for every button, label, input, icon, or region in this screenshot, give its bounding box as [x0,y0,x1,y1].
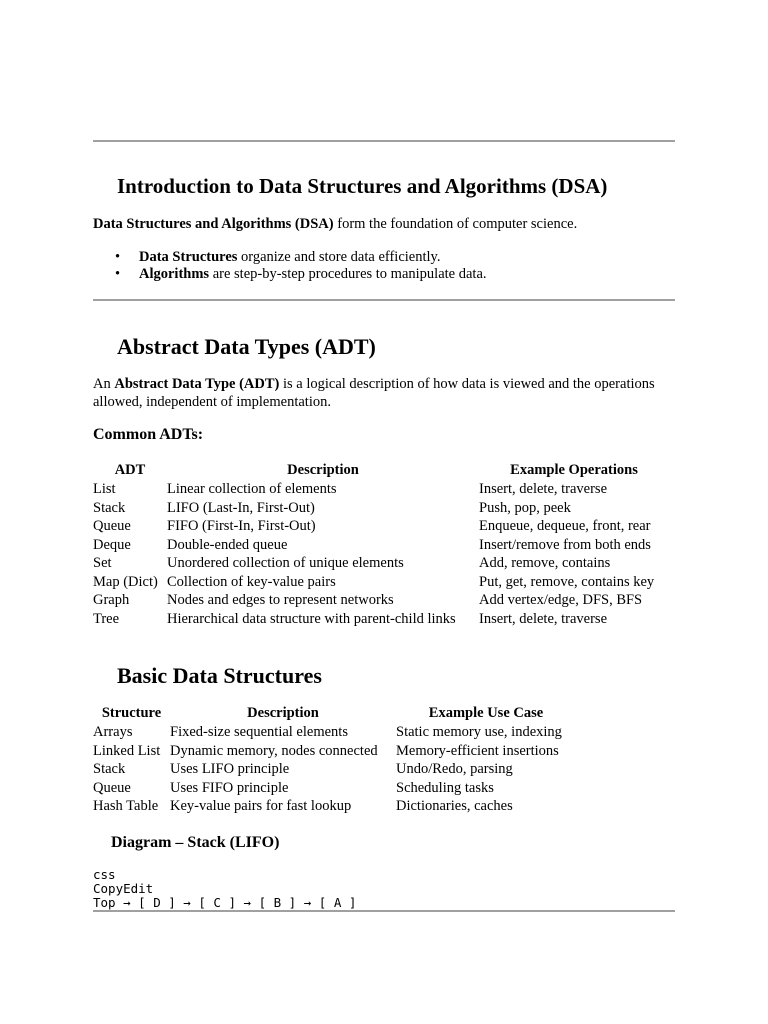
list-item [93,249,487,266]
table-cell: Undo/Redo, parsing [396,761,513,777]
bullet-text: organize and store data efficiently. [237,249,441,265]
table-cell: Double-ended queue [167,536,288,553]
table-cell: LIFO (Last-In, First-Out) [167,499,315,516]
bullet-text: are step-by-step procedures to manipulate data. [209,266,487,282]
table-cell: Uses LIFO principle [170,761,290,777]
intro-lead [93,215,675,233]
table-cell: Insert, delete, traverse [479,610,608,627]
bullet-bold: Data Structures [139,249,238,265]
bullet-bold: Algorithms [139,266,210,282]
table-row [93,517,669,536]
table-header-row [93,461,669,480]
horizontal-rule [93,299,675,301]
table-row [93,573,669,592]
common-adts-heading: Common ADTs: [93,426,204,443]
intro-bullet-list [93,249,487,283]
table-cell: Add, remove, contains [479,555,611,571]
table-cell: Nodes and edges to represent networks [167,592,394,608]
adt-desc-pre: An [93,376,115,392]
table-cell: Fixed-size sequential elements [170,724,348,740]
table-cell: Set [93,555,112,571]
intro-lead-bold: Data Structures and Algorithms (DSA) [93,216,334,232]
table-cell: Put, get, remove, contains key [479,573,655,590]
table-row [93,610,669,629]
table-cell: Insert, delete, traverse [479,481,608,497]
table-row [93,554,669,573]
table-cell: Collection of key-value pairs [167,573,336,590]
stack-diagram-line: Top → [ D ] → [ C ] → [ B ] → [ A ] [93,895,357,910]
table-cell: Unordered collection of unique elements [167,555,404,571]
table-row [93,499,669,518]
table-cell: Map (Dict) [93,573,158,590]
code-block [93,868,356,910]
table-row [93,742,576,761]
adt-description [93,375,675,411]
column-header: Example Operations [510,462,638,478]
adt-table [93,461,669,628]
column-header: Description [287,462,359,478]
table-cell: Enqueue, dequeue, front, rear [479,518,651,534]
column-header: Description [247,705,319,721]
list-item [93,266,487,283]
table-row [93,480,669,499]
bullet-icon: • [115,249,121,265]
table-header-row [93,704,576,723]
table-row [93,779,576,798]
diagram-heading: Diagram – Stack (LIFO) [111,834,280,851]
intro-title: Introduction to Data Structures and Algorithms (DSA) [117,174,608,198]
table-row [93,591,669,610]
table-cell: Hierarchical data structure with parent-child links [167,610,456,627]
table-cell: Linked List [93,742,161,759]
table-cell: Dynamic memory, nodes connected [170,742,378,759]
table-row [93,723,576,742]
table-cell: Static memory use, indexing [396,724,562,740]
table-cell: Queue [93,518,131,534]
basic-ds-title: Basic Data Structures [117,663,322,688]
table-cell: FIFO (First-In, First-Out) [167,518,316,534]
table-cell: Push, pop, peek [479,499,571,516]
code-language-label: css [93,867,116,882]
table-cell: Linear collection of elements [167,481,337,497]
table-cell: Scheduling tasks [396,779,494,796]
table-cell: Tree [93,610,120,627]
table-row [93,536,669,555]
horizontal-rule [93,140,675,142]
column-header: ADT [114,462,146,478]
column-header: Structure [101,705,162,721]
table-cell: Hash Table [93,798,159,814]
table-cell: Deque [93,536,131,553]
bullet-icon: • [115,266,121,282]
basic-ds-table [93,704,576,816]
table-cell: Uses FIFO principle [170,779,289,796]
table-row [93,760,576,779]
adt-desc-bold: Abstract Data Type (ADT) [114,376,280,392]
table-row [93,797,576,816]
intro-lead-rest: form the foundation of computer science. [333,216,578,232]
adt-desc-rest: is a logical description of how data is viewed and the operations allowed, independent of implementation. [93,376,655,410]
table-cell: Arrays [93,724,133,740]
table-cell: Queue [93,779,131,796]
copy-edit-label[interactable]: CopyEdit [93,881,154,896]
table-cell: Stack [93,499,126,516]
table-cell: Key-value pairs for fast lookup [170,798,352,814]
table-cell: Add vertex/edge, DFS, BFS [479,592,643,608]
table-cell: List [93,481,116,497]
table-cell: Memory-efficient insertions [396,742,559,759]
table-cell: Insert/remove from both ends [479,536,651,553]
table-cell: Graph [93,592,130,608]
adt-title: Abstract Data Types (ADT) [117,334,376,359]
horizontal-rule [93,910,675,912]
table-cell: Stack [93,761,126,777]
table-cell: Dictionaries, caches [396,798,513,814]
column-header: Example Use Case [428,705,544,721]
